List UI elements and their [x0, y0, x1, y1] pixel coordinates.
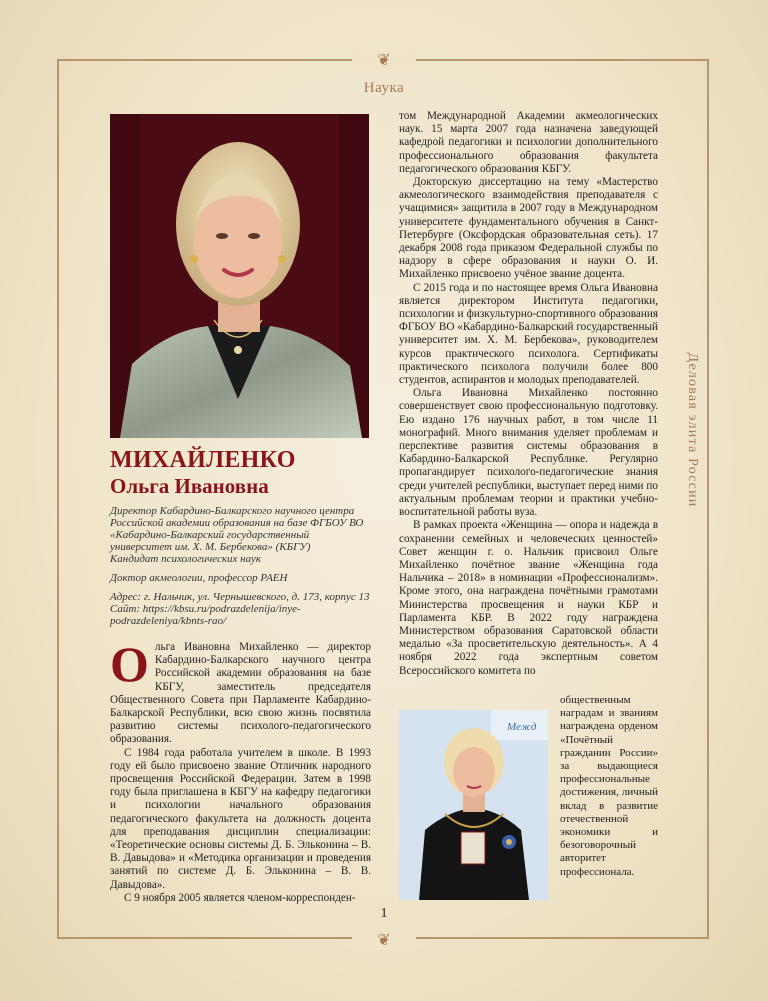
person-address: Адрес: г. Нальчик, ул. Чернышевского, д. 173, корпус 13: [110, 591, 370, 603]
article-paragraph: С 9 ноября 2005 является членом-корреспонден-: [124, 891, 356, 904]
scroll-ornament-icon: ❦: [352, 50, 416, 70]
photo-banner-text: Межд: [507, 721, 537, 733]
article-paragraph: [110, 636, 371, 747]
person-given-name: Ольга Ивановна: [110, 474, 269, 498]
drop-cap: О: [110, 636, 149, 692]
article-paragraph: В рамках проекта «Женщина — опора и надежда в сохранении семейных и человеческих ценностей» Совет женщин г. о. Нальчик присвоил Ольге Михайленко почётное звание «Женщина года Нальчика – 2018» в номинации «Профессионализм». Кроме этого, она награждена почётными грамотами Министерства просвещения и науки КБР и Парламента КБР. В 2022 году награждена Министерством образования Саратовской области медалью «За просветительскую деятельность». А 4 ноября 2022 года экспертным советом Всероссийского комитета по: [399, 519, 658, 677]
person-degree: Кандидат психологических наук: [110, 553, 262, 565]
article-right-column: [399, 110, 658, 678]
scroll-ornament-icon: ❦: [352, 930, 416, 950]
award-photo: [399, 710, 548, 900]
article-paragraph: том Международной Академии акмеологических наук. 15 марта 2007 года назначена заведующей кафедрой педагогики и психологии дополнительного профессионального образования факультета педагогического образования КБГУ.: [399, 110, 658, 175]
person-title: Доктор акмеологии, профессор РАЕН: [110, 572, 288, 584]
person-website[interactable]: Сайт: https://kbsu.ru/podrazdelenija/inye-podrazdeleniya/kbnts-rao/: [110, 603, 301, 627]
side-title-text: Деловая элита России: [685, 352, 700, 508]
person-affiliation: Директор Кабардино-Балкарского научного центра Российской академии образования на базе ФГБОУ ВО «Кабардино-Балкарский государственный университет им. Х. М. Бербекова» (КБГУ): [110, 505, 364, 553]
article-paragraph: С 2015 года и по настоящее время Ольга Ивановна является директором Института педагогики, психологии и физкультурно-спортивного образования ФГБОУ ВО «Кабардино-Балкарский государственный университет им. Х. М. Бербекова», руководителем курсов практического психолога. Сертификаты практического психолога получили более 800 студентов, аспирантов и молодых преподавателей.: [399, 281, 658, 387]
portrait-photo: [110, 114, 369, 438]
side-title: [684, 270, 700, 590]
page-number: 1: [380, 906, 388, 921]
article-paragraph: С 1984 года работала учителем в школе. В 1993 году ей было присвоено звание Отличник народного просвещения Российской Федерации. Затем в 1998 году была приглашена в КБГУ на кафедру педагогики и психологии начального образования педагогического факультета на должность доцента для преподавания дисциплин специализации: «Теоретические основы системы Д. Б. Эльконина – В. В. Давыдова» и «Методика организации и проведения занятий по системе Д. Б. Эльконина – В. В. Давыдова».: [110, 746, 371, 891]
person-surname: МИХАЙЛЕНКО: [110, 447, 296, 473]
article-left-column: [110, 636, 371, 905]
article-paragraph-text: льга Ивановна Михайленко — директор Кабардино-Балкарского научного центра Российской академии образования на базе КБГУ, заместитель председателя Общественного Совета при Парламенте Кабардино-Балкарской Республики, всю свою жизнь посвятила развитию системы психолого-педагогического образования.: [110, 641, 371, 746]
section-label: Наука: [363, 80, 405, 96]
article-paragraph: Ольга Ивановна Михайленко постоянно совершенствует свою профессиональную подготовку. Ею издано 176 научных работ, в том числе 11 монографий. Много внимания уделяет проблемам и перспективе развития системы образования в Кабардино-Балкарской Республике. Регулярно пропагандирует психолого-педагогические знания среди учителей республики, выступает перед ними по актуальным проблемам теории и практики учебно-воспитательной работы вуза.: [399, 387, 658, 519]
article-paragraph: общественным наградам и званиям награждена орденом «Почётный гражданин России» за выдающиеся профессиональные достижения, личный вклад в развитие отечественной экономики и безоговорочный авторитет профессионала.: [560, 694, 658, 878]
article-right-narrow-column: [560, 694, 658, 879]
article-paragraph: Докторскую диссертацию на тему «Мастерство акмеологического взаимодействия преподавателя с учащимися» защитила в 2007 году в Международном университете фундаментального обучения в Санкт-Петербурге (Оксфордская образовательная сеть). 17 декабря 2008 года приказом Федеральной службы по надзору в сфере образования и науки О. И. Михайленко присвоено учёное звание доцента.: [399, 176, 658, 281]
